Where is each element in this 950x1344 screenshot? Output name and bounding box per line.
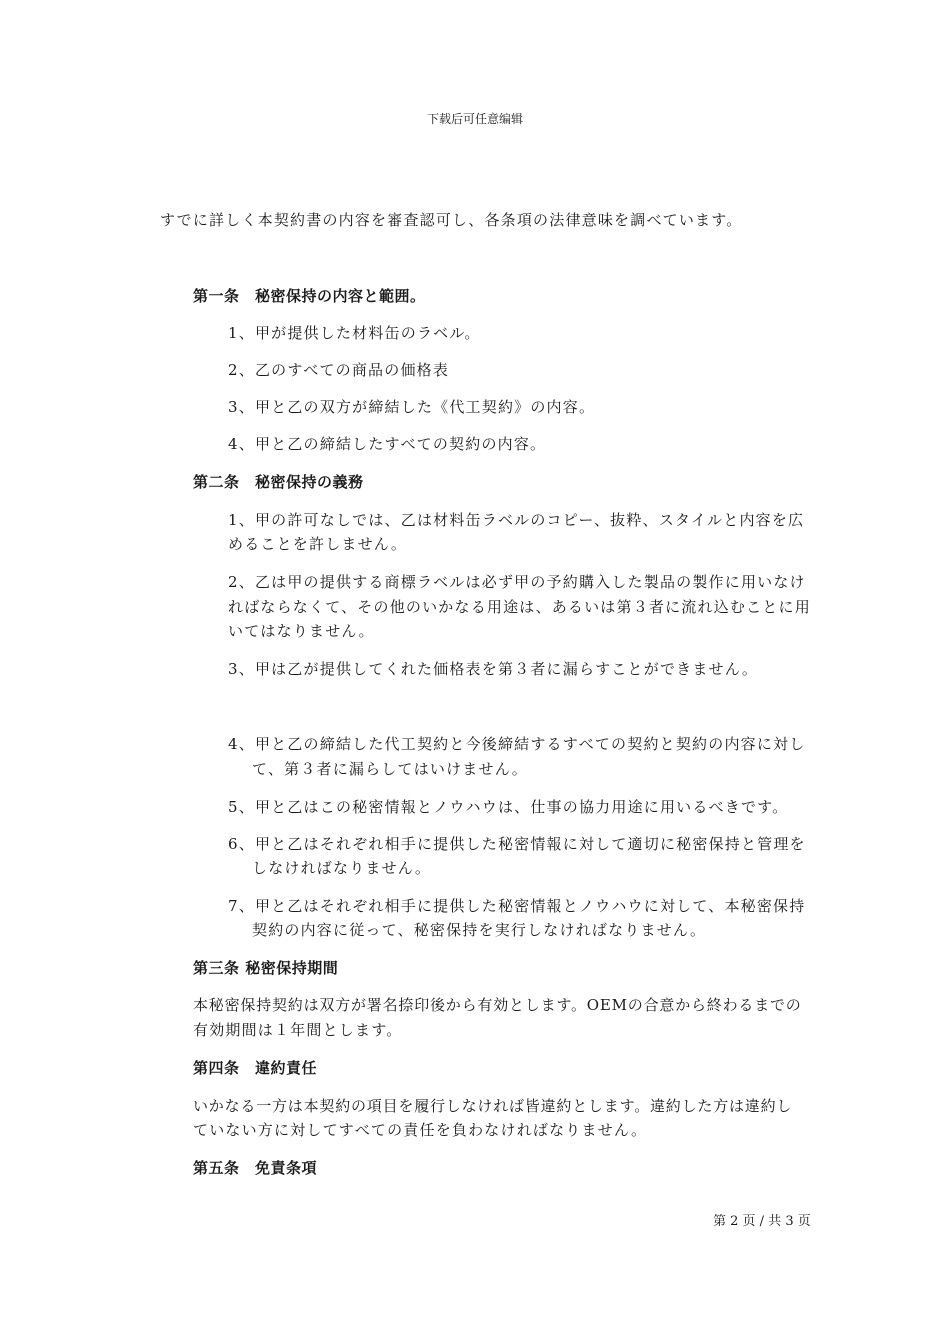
article-5-heading: 第五条 免責条項	[193, 1159, 318, 1177]
article-2-item-4-line-1: 4、甲と乙の締結した代工契約と今後締結するすべての契約と契約の内容に対し	[228, 735, 806, 753]
article-2-item-6-line-1: 6、甲と乙はそれぞれ相手に提供した秘密情報に対して適切に秘密保持と管理を	[228, 835, 806, 853]
article-2-item-4-line-2: て、第３者に漏らしてはいけません。	[252, 760, 529, 778]
article-2-item-2-line-1: 2、乙は甲の提供する商標ラベルは必ず甲の予約購入した製品の製作に用いなけ	[228, 573, 806, 591]
article-1-heading: 第一条 秘密保持の内容と範囲。	[193, 287, 426, 305]
article-3-body-line-2: 有効期間は１年間とします。	[193, 1021, 403, 1039]
article-4-heading: 第四条 違約責任	[193, 1059, 318, 1077]
page-header: 下载后可任意编辑	[426, 112, 523, 126]
article-2-heading: 第二条 秘密保持の義務	[193, 473, 364, 491]
intro-paragraph: すでに詳しく本契約書の内容を審査認可し、各条項の法律意味を調べています。	[160, 211, 743, 229]
article-1-item-1: 1、甲が提供した材料缶のラベル。	[228, 324, 481, 342]
article-2-item-2-line-3: いてはなりません。	[228, 622, 375, 640]
article-2-item-1-line-1: 1、甲の許可なしでは、乙は材料缶ラベルのコピー、抜粋、スタイルと内容を広	[228, 511, 805, 529]
article-2-item-1-line-2: めることを許しません。	[228, 535, 408, 553]
article-4-body-line-2: ていない方に対してすべての責任を負わなければなりません。	[193, 1121, 648, 1139]
article-3-body-line-1: 本秘密保持契約は双方が署名捺印後から有効とします。OEMの合意から終わるまでの	[193, 996, 802, 1014]
article-1-item-3: 3、甲と乙の双方が締結した《代工契約》の内容。	[228, 398, 596, 416]
article-4-body-line-1: いかなる一方は本契約の項目を履行しなければ皆違約とします。違約した方は違約し	[193, 1097, 793, 1115]
article-1-item-2: 2、乙のすべての商品の価格表	[228, 361, 450, 379]
article-3-heading: 第三条 秘密保持期間	[193, 959, 339, 977]
article-2-item-7-line-2: 契約の内容に従って、秘密保持を実行しなければなりません。	[252, 921, 707, 939]
article-2-item-3: 3、甲は乙が提供してくれた価格表を第３者に漏らすことができません。	[228, 660, 759, 678]
article-2-item-2-line-2: ればならなくて、その他のいかなる用途は、あるいは第３者に流れ込むことに用	[228, 598, 811, 616]
article-1-item-4: 4、甲と乙の締結したすべての契約の内容。	[228, 435, 547, 453]
page-number: 第 2 页 / 共 3 页	[713, 1214, 811, 1229]
article-2-item-7-line-1: 7、甲と乙はそれぞれ相手に提供した秘密情報とノウハウに対して、本秘密保持	[228, 897, 806, 915]
article-2-item-6-line-2: しなければなりません。	[252, 859, 432, 877]
article-2-item-5: 5、甲と乙はこの秘密情報とノウハウは、仕事の協力用途に用いるべきです。	[228, 798, 789, 816]
